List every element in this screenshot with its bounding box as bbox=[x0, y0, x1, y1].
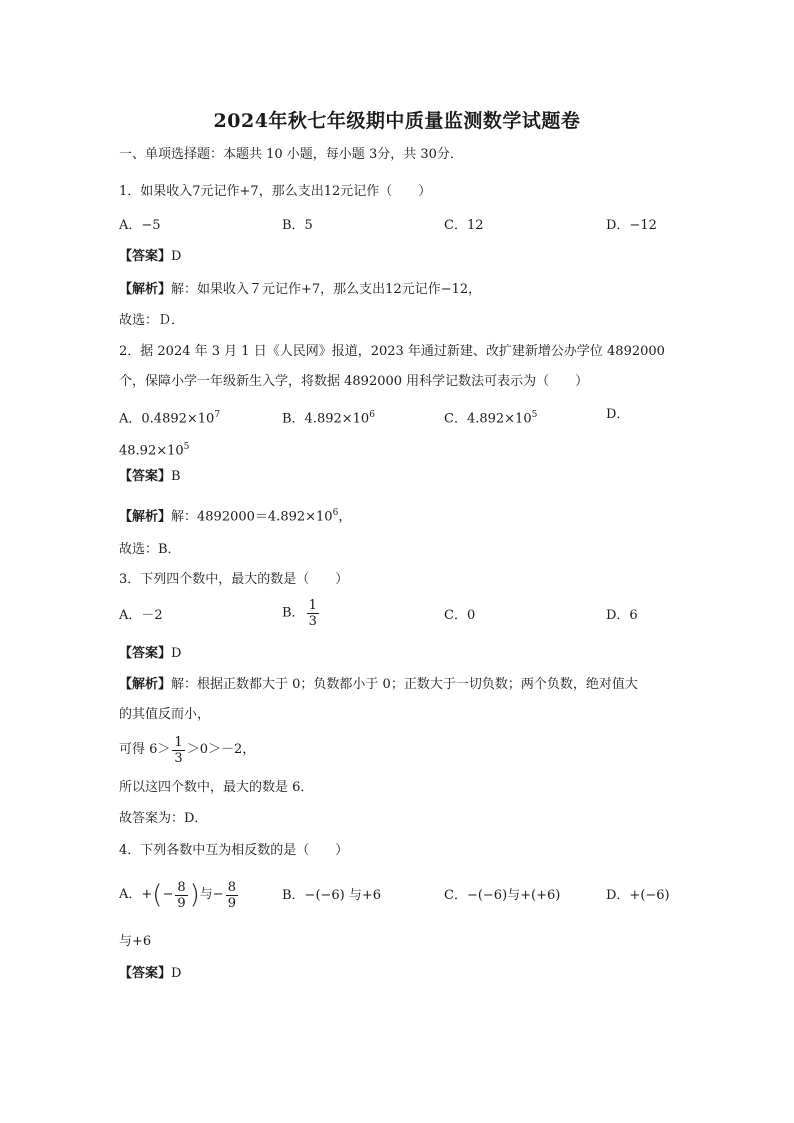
q1-option-a: A．−5 bbox=[119, 218, 161, 233]
q2-answer: B bbox=[171, 469, 181, 484]
q2-option-d-label: D． bbox=[606, 407, 630, 422]
q1-answer: D bbox=[171, 249, 182, 264]
q1-answer-line bbox=[119, 247, 181, 267]
q3-answer: D bbox=[171, 646, 182, 661]
q2-option-b: B．$4.892\times 10^6$ bbox=[282, 410, 375, 427]
q1-option-c: C．12 bbox=[444, 218, 484, 233]
q2-analysis-line: 【解析】解：$4892000=4.892\times 10^6$， bbox=[119, 508, 352, 525]
q3-stem: 3．下列四个数中，最大的数是（ ） bbox=[119, 572, 349, 587]
q3-conclusion: 故答案为：D． bbox=[119, 811, 208, 826]
q3-analysis-line2: 的其值反而小， bbox=[119, 707, 211, 722]
q4-answer: D bbox=[171, 966, 182, 981]
q3-analysis-line3: 所以这四个数中，最大的数是 6． bbox=[119, 780, 314, 795]
q4-option-b: B．−(−6) 与+6 bbox=[282, 888, 382, 903]
q1-analysis-line bbox=[119, 280, 481, 300]
q4-option-c: C．−(−6)与+(+6) bbox=[444, 888, 561, 903]
answer-tag: 【答案】 bbox=[119, 469, 172, 484]
q3-analysis-line1: 【解析】解：根据正数都大于 0；负数都小于 0；正数大于一切负数；两个负数，绝对值大 bbox=[119, 677, 638, 692]
q3-answer-line bbox=[119, 644, 181, 664]
q4-option-d-cont: 与+6 bbox=[119, 934, 152, 949]
q2-option-d-value: $48.92\times 10^5$ bbox=[119, 442, 190, 459]
q4-option-a: A．+(− $\frac{8}{9}$ )与− $\frac{8}{9}$ bbox=[119, 879, 236, 911]
q2-option-a: A．$0.4892\times 10^7$ bbox=[119, 410, 221, 427]
q3-option-c: C．0 bbox=[444, 608, 476, 623]
analysis-tag: 【解析】 bbox=[119, 677, 172, 692]
q2-answer-line bbox=[119, 467, 181, 487]
q1-stem: 1．如果收入7元记作+7，那么支出12元记作（ ） bbox=[119, 184, 432, 199]
q1-option-d: D．−12 bbox=[606, 218, 657, 233]
q3-option-b: B． $\frac{1}{3}$ bbox=[282, 598, 317, 629]
q4-stem: 4．下列各数中互为相反数的是（ ） bbox=[119, 843, 349, 858]
analysis-tag: 【解析】 bbox=[119, 282, 172, 297]
page-title: 2024年秋七年级期中质量监测数学试题卷 bbox=[213, 110, 581, 132]
q2-option-c: C．$4.892\times 10^5$ bbox=[444, 410, 538, 427]
q1-conclusion: 故选：Ｄ． bbox=[119, 313, 185, 328]
q2-stem-line1: 2．据 2024 年 3 月 1 日《人民网》报道，2023 年通过新建、改扩建新增公办学位 4892000 bbox=[119, 344, 665, 359]
q4-answer-line bbox=[119, 964, 181, 984]
answer-tag: 【答案】 bbox=[119, 966, 172, 981]
q3-option-a: A．－2 bbox=[119, 608, 163, 623]
q1-analysis: 解：如果收入７元记作+7，那么支出12元记作−12， bbox=[171, 282, 482, 297]
answer-tag: 【答案】 bbox=[119, 646, 172, 661]
q3-comparison: 可得 6＞ $\frac{1}{3}$ ＞0＞－2， bbox=[119, 734, 256, 766]
section-heading: 一、单项选择题：本题共 10 小题，每小题 3分，共 30分． bbox=[119, 147, 463, 162]
q1-option-b: B．5 bbox=[282, 218, 313, 233]
q2-stem-line2: 个，保障小学一年级新生入学，将数据 4892000 用科学记数法可表示为（ ） bbox=[119, 374, 589, 389]
analysis-tag: 【解析】 bbox=[119, 509, 172, 525]
q4-option-d: D．+(−6) bbox=[606, 888, 670, 903]
answer-tag: 【答案】 bbox=[119, 249, 172, 264]
q2-conclusion: 故选：B． bbox=[119, 542, 181, 557]
q3-option-d: D．6 bbox=[606, 608, 638, 623]
